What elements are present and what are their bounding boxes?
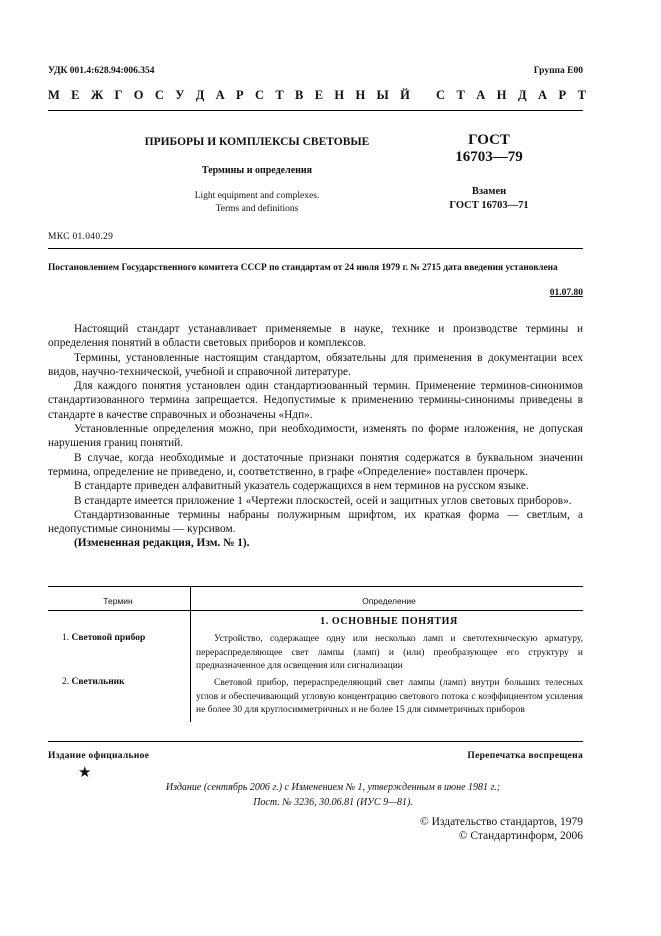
section-heading: 1. ОСНОВНЫЕ ПОНЯТИЯ: [320, 616, 458, 627]
copyright-line2: © Стандартинформ, 2006: [458, 830, 583, 842]
column-header-term: Термин: [103, 596, 133, 606]
body-paragraph: В стандарте имеется приложение 1 «Чертежи плоскостей, осей и защитных углов световых приборов».: [74, 494, 572, 507]
edition-line1: Издание (сентябрь 2006 г.) с Изменением № 1, утвержденным в июне 1981 г.;: [165, 782, 501, 793]
document-subtitle: Термины и определения: [201, 165, 313, 176]
document-title: ПРИБОРЫ И КОМПЛЕКСЫ СВЕТОВЫЕ: [144, 136, 370, 148]
english-title-line1: Light equipment and complexes.: [194, 191, 320, 201]
banner-letter: Г: [114, 88, 123, 102]
mks-code: МКС 01.040.29: [48, 232, 114, 242]
banner-letter: С: [154, 88, 164, 102]
banner-letter: Д: [195, 88, 205, 102]
banner-letter: Н: [334, 88, 345, 102]
banner-letter: Т: [577, 88, 586, 102]
body-paragraph: Для каждого понятия установлен один стандартизованный термин. Применение терминов-синонимов стандартизованного термина запрещается. Недопустимые к применению термины-синонимы приведены в стандарте в качестве справочных и обозначены «Ндп».: [48, 380, 583, 421]
english-title-line2: Terms and definitions: [215, 204, 299, 214]
banner-letter: Ж: [90, 88, 104, 102]
copyright-block: [380, 815, 583, 843]
banner-letter: М: [48, 88, 60, 102]
star-icon: ★: [78, 765, 92, 781]
term-definition: Устройство, содержащее одну или несколько ламп и светотехническую арматуру, перераспределяющее свет лампы (ламп) и (или) преобразующее его структуру и предназначенное для освещения или сигнализации: [196, 634, 583, 671]
standard-banner: [48, 88, 586, 103]
table-header-rule: [48, 610, 583, 611]
term-number: 2.: [62, 677, 70, 687]
banner-letter: Е: [71, 88, 80, 102]
copyright-line1: © Издательство стандартов, 1979: [419, 816, 583, 828]
gost-label: ГОСТ: [468, 132, 510, 148]
body-text: [48, 322, 583, 551]
edition-line2: Пост. № 3236, 30.06.81 (ИУС 9—81).: [253, 797, 413, 808]
header-rule: [48, 110, 583, 111]
banner-letter: Н: [355, 88, 366, 102]
banner-letter: Р: [558, 88, 567, 102]
body-paragraph: Настоящий стандарт устанавливает применяемые в науке, технике и производстве термины и определения понятий в области световых приборов и комплексов.: [48, 323, 583, 350]
banner-letter: С: [436, 88, 446, 102]
gost-designation: [428, 132, 550, 166]
table-top-rule: [48, 586, 583, 587]
banner-letter: Т: [456, 88, 465, 102]
term-name: Светильник: [71, 677, 125, 687]
replaces-label: Взамен: [471, 186, 507, 197]
banner-letter: А: [215, 88, 225, 102]
banner-letter: С: [255, 88, 265, 102]
body-paragraph: В стандарте приведен алфавитный указатель содержащихся в нем терминов на русском языке.: [74, 480, 529, 493]
banner-letter: А: [538, 88, 548, 102]
decree-text: Постановлением Государственного комитета СССР по стандартам от 24 июля 1979 г. № 2715 дата введения установлена: [48, 263, 558, 273]
body-paragraph: Установленные определения можно, при необходимости, изменять по форме изложения, не допуская нарушения границ понятий.: [48, 423, 583, 450]
official-edition: Издание официальное: [48, 751, 150, 761]
banner-letter: А: [476, 88, 486, 102]
banner-letter: Д: [517, 88, 527, 102]
table-column-divider: [190, 586, 191, 722]
term-name: Световой прибор: [71, 633, 146, 643]
banner-letter: Р: [236, 88, 244, 102]
banner-right: [436, 88, 586, 103]
gost-number: 16703—79: [455, 149, 523, 165]
banner-letter: Т: [275, 88, 284, 102]
introduction-date: 01.07.80: [549, 288, 583, 298]
banner-letter: Е: [314, 88, 324, 102]
banner-letter: У: [175, 88, 185, 102]
edition-note: [100, 780, 566, 810]
body-paragraph: Стандартизованные термины набраны полужирным шрифтом, их краткая форма — светлым, а недопустимые синонимы — курсивом.: [48, 508, 583, 536]
table-row: [62, 633, 188, 643]
replaces-block: [428, 185, 550, 213]
body-paragraph: В случае, когда необходимые и достаточные признаки понятия содержатся в буквальном значении термина, определение не приведено, и, соответственно, в графе «Определение» поставлен прочерк.: [48, 451, 583, 478]
term-definition: Световой прибор, перераспределяющий свет лампы (ламп) внутри больших телесных углов и обеспечивающий угловую концентрацию светового потока с коэффициентом усиления не более 30 для круглосимметричных и не более 15 для симметричных приборов: [196, 678, 583, 715]
english-title: [112, 190, 402, 216]
banner-letter: Н: [496, 88, 507, 102]
udk-code: УДК 001.4:628.94:006.354: [48, 66, 155, 76]
footer-rule: [48, 741, 583, 742]
column-header-definition: Определение: [362, 596, 416, 606]
banner-letter: О: [133, 88, 144, 102]
group-code: Группа Е00: [533, 66, 583, 76]
banner-left: [48, 88, 410, 103]
banner-letter: Ы: [376, 88, 389, 102]
banner-letter: В: [295, 88, 304, 102]
term-number: 1.: [62, 633, 70, 643]
replaces-number: ГОСТ 16703—71: [449, 200, 529, 211]
amendment-note: (Измененная редакция, Изм. № 1).: [74, 537, 250, 550]
banner-letter: Й: [400, 88, 410, 102]
mks-rule: [48, 248, 583, 249]
body-paragraph: Термины, установленные настоящим стандартом, обязательны для применения в документации всех видов, научно-технической, учебной и справочной литературе.: [48, 351, 583, 378]
table-row: [62, 677, 188, 687]
reprint-prohibited: Перепечатка воспрещена: [467, 751, 583, 761]
